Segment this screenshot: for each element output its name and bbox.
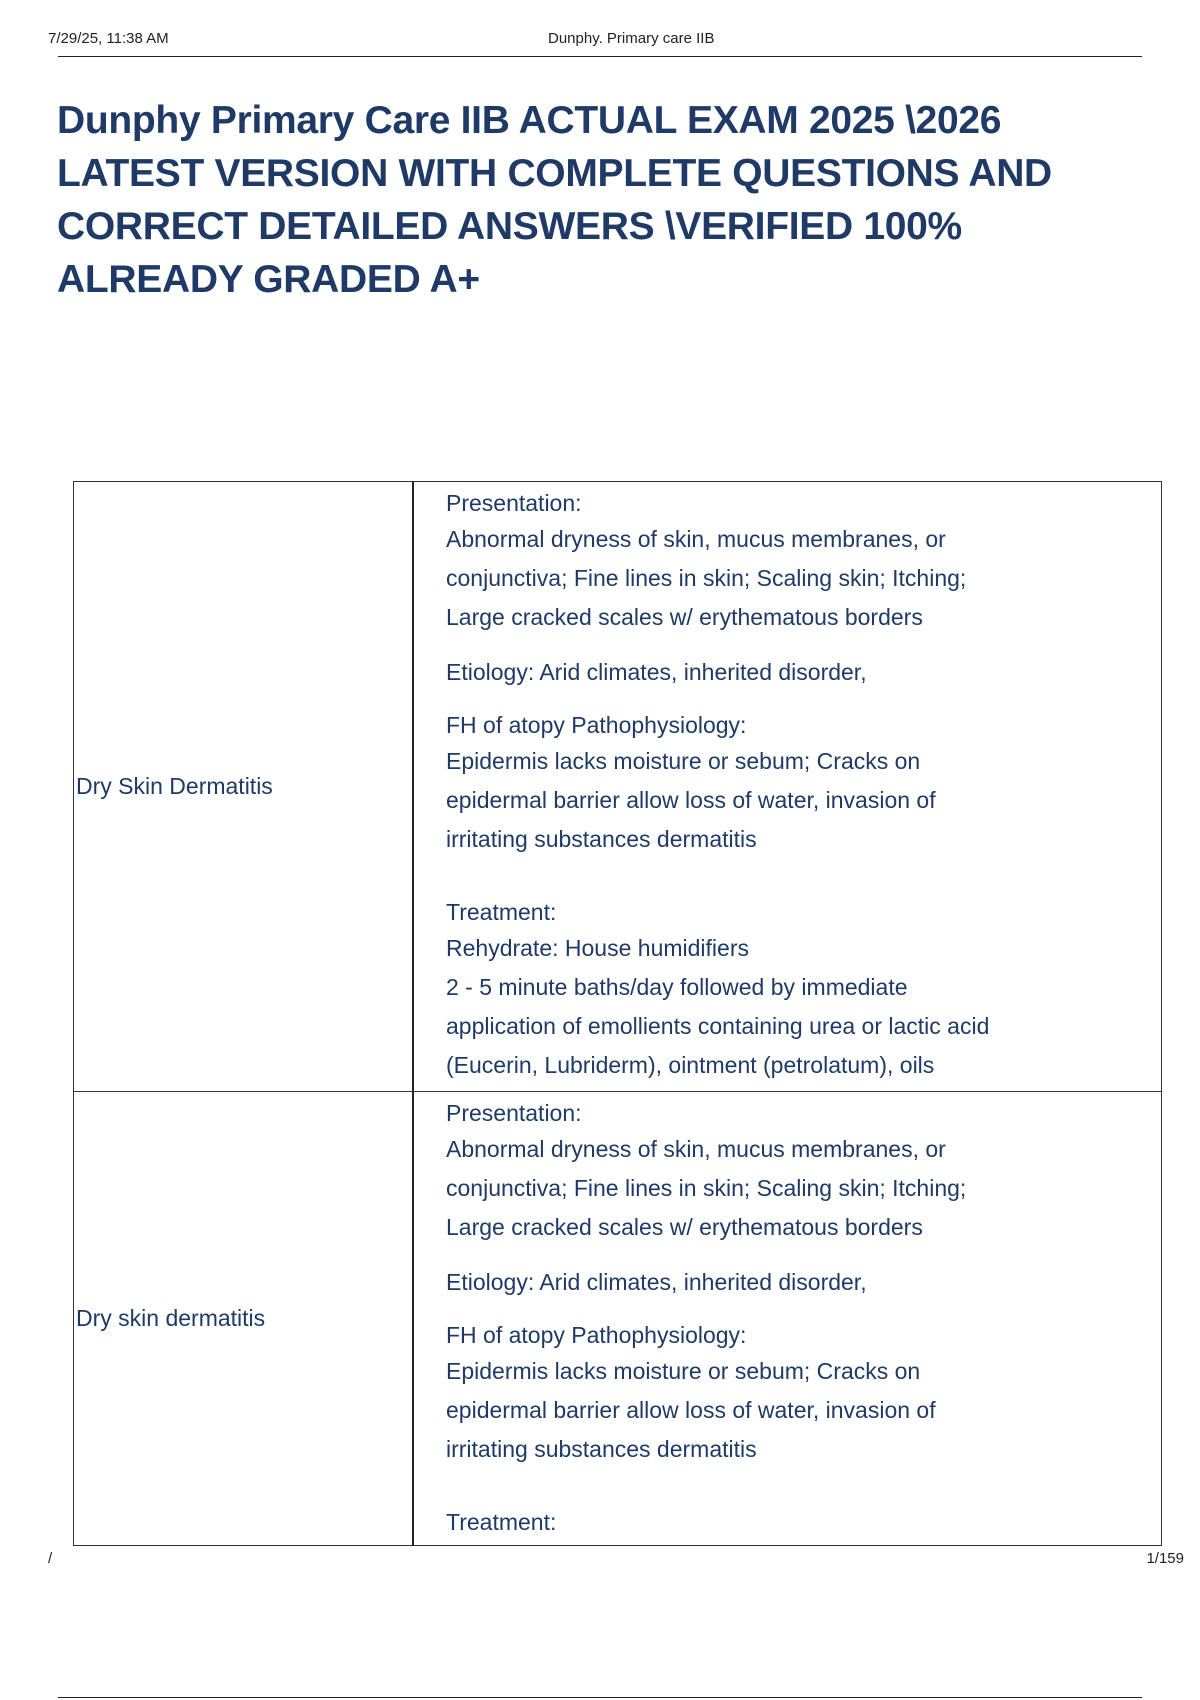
spacer: [446, 859, 1161, 895]
definition-line: (Eucerin, Lubriderm), ointment (petrolatum), oils: [446, 1052, 935, 1078]
print-header: [48, 26, 1160, 50]
table-row: [74, 1092, 1162, 1546]
spacer: [446, 1247, 1161, 1263]
table-row: [74, 482, 1162, 1092]
definition-line: Epidermis lacks moisture or sebum; Cracks on: [446, 1358, 921, 1384]
definition-line: Rehydrate: House humidifiers: [446, 935, 749, 961]
definition-line: Treatment:: [446, 899, 557, 925]
definition-line: Etiology: Arid climates, inherited disorder,: [446, 1269, 867, 1295]
definition-line: irritating substances dermatitis: [446, 1436, 757, 1462]
definition-line: conjunctiva; Fine lines in skin; Scaling skin; Itching;: [446, 1175, 967, 1201]
definition-line: Abnormal dryness of skin, mucus membranes, or: [446, 526, 946, 552]
definition-line: Etiology: Arid climates, inherited disorder,: [446, 659, 867, 685]
definition-line: Large cracked scales w/ erythematous borders: [446, 1214, 923, 1240]
footer-url: /: [48, 1550, 53, 1567]
definition-line: irritating substances dermatitis: [446, 826, 757, 852]
definition-line: FH of atopy Pathophysiology:: [446, 1322, 747, 1348]
definition-line: Presentation:: [446, 1100, 582, 1126]
flashcard-table: [73, 481, 1162, 1546]
definition-line: Abnormal dryness of skin, mucus membranes, or: [446, 1136, 946, 1162]
spacer: [446, 637, 1161, 653]
spacer: [446, 1302, 1161, 1318]
definition-line: Presentation:: [446, 490, 582, 516]
term-cell: Dry Skin Dermatitis: [74, 482, 414, 1092]
definition-line: Epidermis lacks moisture or sebum; Cracks on: [446, 748, 921, 774]
definition-line: epidermal barrier allow loss of water, invasion of: [446, 1397, 936, 1423]
definition-line: Large cracked scales w/ erythematous borders: [446, 604, 923, 630]
spacer: [446, 1469, 1161, 1505]
term-cell: Dry skin dermatitis: [74, 1092, 414, 1546]
definition-line: conjunctiva; Fine lines in skin; Scaling skin; Itching;: [446, 565, 967, 591]
bottom-divider: [58, 1697, 1142, 1698]
print-footer: [48, 1550, 1184, 1570]
definition-line: 2 - 5 minute baths/day followed by immediate: [446, 974, 908, 1000]
print-date: 7/29/25, 11:38 AM: [48, 30, 169, 47]
print-page-title: Dunphy. Primary care IIB: [548, 30, 715, 47]
definition-cell: [413, 482, 1162, 1092]
definition-line: Treatment:: [446, 1509, 557, 1535]
definition-line: FH of atopy Pathophysiology:: [446, 712, 747, 738]
page-number: 1/159: [1146, 1550, 1184, 1567]
document-title: Dunphy Primary Care IIB ACTUAL EXAM 2025 \2026 LATEST VERSION WITH COMPLETE QUESTIONS AND CORRECT DETAILED ANSWERS \VERIFIED 100% ALREADY GRADED A+: [57, 99, 1052, 301]
spacer: [446, 692, 1161, 708]
header-divider: [58, 56, 1142, 57]
definition-cell: [413, 1092, 1162, 1546]
definition-line: application of emollients containing urea or lactic acid: [446, 1013, 990, 1039]
definition-line: epidermal barrier allow loss of water, invasion of: [446, 787, 936, 813]
